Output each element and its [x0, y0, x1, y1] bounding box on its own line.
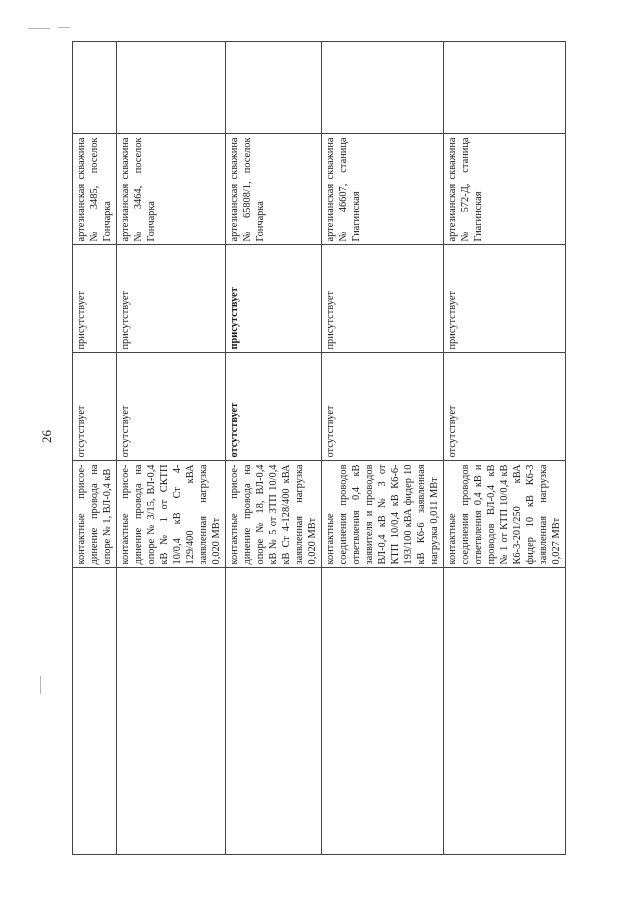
table-cell-empty [226, 42, 322, 134]
status2-cell: отсутствует [117, 353, 226, 461]
page-number: 26 [39, 430, 54, 443]
table-cell-empty [322, 568, 444, 855]
object-cell: артезианская скважина № 3464, поселок Гончарка [117, 134, 226, 245]
object-cell: артезианская скважина № 572-Д, станица Гиагинская [444, 134, 566, 245]
status1-cell: присутствует [117, 245, 226, 353]
table-row [322, 42, 444, 855]
scan-speck [28, 28, 50, 29]
status2-cell: отсутствует [444, 353, 566, 461]
object-cell: артезианская скважина № 46607, станица Гиагинская [322, 134, 444, 245]
status2-cell: отсутствует [322, 353, 444, 461]
connection-cell: контактные соединения проводов ответвления 0,4 кВ заявителя и проводов ВЛ-0,4 кВ № 3 от КТП 10/0,4 кВ К6-6-193/100 кВА фидер 10 кВ К6-6 заявленная нагрузка 0,011 МВт [322, 461, 444, 568]
table-cell-empty [226, 568, 322, 855]
table-cell-empty [117, 42, 226, 134]
object-cell: артезианская скважина № 3485, поселок Гончарка [73, 134, 117, 245]
status1-cell: присутствует [444, 245, 566, 353]
table-row [226, 42, 322, 855]
table-row [73, 42, 117, 855]
status2-cell: отсутствует [226, 353, 322, 461]
status1-cell: присутствует [73, 245, 117, 353]
connection-cell: контактные соединения проводов ответвления 0,4 кВ и проводов ВЛ-0,4 кВ № 1 от КТП 10/0,4 кВ К6-3-201/250 кВА фидер 10 кВ К6-3 заявленная нагрузка 0,027 МВт [444, 461, 566, 568]
scan-speck [40, 676, 41, 694]
table-row [117, 42, 226, 855]
table-cell-empty [73, 568, 117, 855]
table-cell-empty [117, 568, 226, 855]
status1-cell: присутствует [322, 245, 444, 353]
connection-cell: контактные присое-динение провода на опоре № 3/15, ВЛ-0,4 кВ № 1 от СКТП 10/0,4 кВ Ст 4-129/400 кВА заявленная нагрузка 0,020 МВт [117, 461, 226, 568]
object-cell: артезианская скважина № 65808/1, поселок Гончарка [226, 134, 322, 245]
connection-cell: контактные присое-динение провода на опоре № 1, ВЛ-0,4 кВ [73, 461, 117, 568]
table-cell-empty [444, 42, 566, 134]
status1-cell: присутствует [226, 245, 322, 353]
table-cell-empty [444, 568, 566, 855]
table-row [444, 42, 566, 855]
rotated-table-wrapper [76, 41, 566, 854]
table-cell-empty [73, 42, 117, 134]
connection-cell: контактные присое-динение провода на опоре № 18, ВЛ-0,4 кВ № 5 от ЗТП 10/0,4 кВ Ст 4-128/400 кВА заявленная нагрузка 0,020 МВт [226, 461, 322, 568]
scan-speck [58, 27, 70, 28]
status2-cell: отсутствует [73, 353, 117, 461]
table-cell-empty [322, 42, 444, 134]
data-table [72, 41, 566, 855]
